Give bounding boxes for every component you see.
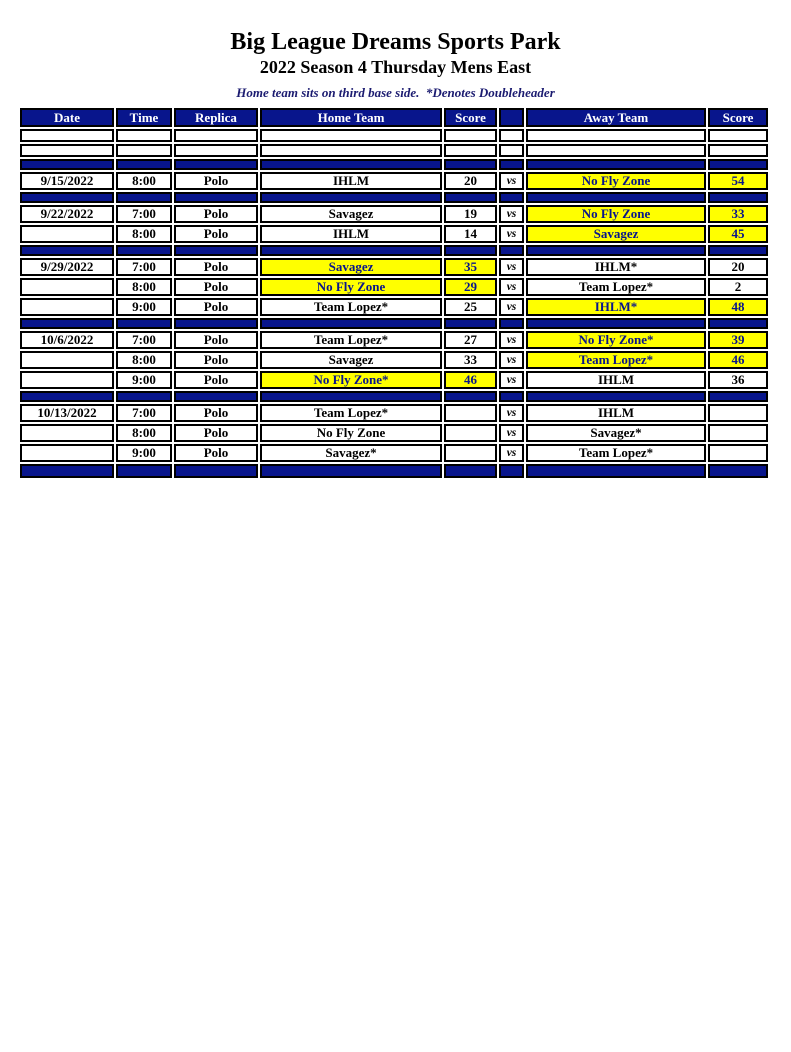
date-cell — [20, 371, 114, 389]
date-cell: 9/29/2022 — [20, 258, 114, 276]
game-row — [20, 444, 768, 462]
away-team-cell: IHLM* — [526, 258, 706, 276]
replica-cell: Polo — [174, 331, 258, 349]
home-team-note: Home team sits on third base side. *Denotes Doubleheader — [236, 85, 555, 100]
separator-cell — [260, 159, 442, 170]
home-team-cell: No Fly Zone* — [260, 371, 442, 389]
header-date: Date — [20, 108, 114, 127]
vs-cell: vs — [499, 331, 524, 349]
away-team-cell: Team Lopez* — [526, 444, 706, 462]
separator-cell — [526, 464, 706, 478]
time-cell: 8:00 — [116, 351, 172, 369]
away-score-cell: 2 — [708, 278, 768, 296]
away-team-cell: Team Lopez* — [526, 351, 706, 369]
separator-cell — [260, 391, 442, 402]
home-score-cell: 19 — [444, 205, 497, 223]
blank-cell — [260, 129, 442, 142]
separator-cell — [260, 464, 442, 478]
separator-cell — [499, 192, 524, 203]
schedule-body — [20, 129, 768, 478]
separator-cell — [708, 245, 768, 256]
game-row — [20, 172, 768, 190]
home-score-cell — [444, 444, 497, 462]
date-cell: 10/13/2022 — [20, 404, 114, 422]
date-cell — [20, 298, 114, 316]
separator-cell — [444, 159, 497, 170]
separator-cell — [526, 245, 706, 256]
separator-cell — [116, 318, 172, 329]
separator-cell — [260, 192, 442, 203]
separator-cell — [174, 159, 258, 170]
away-team-cell: Team Lopez* — [526, 278, 706, 296]
blank-row — [20, 129, 768, 142]
blank-cell — [20, 129, 114, 142]
separator-row — [20, 245, 768, 256]
home-team-cell: Savagez — [260, 258, 442, 276]
separator-cell — [116, 159, 172, 170]
home-team-cell: Savagez* — [260, 444, 442, 462]
schedule-header — [20, 108, 768, 127]
home-score-cell: 20 — [444, 172, 497, 190]
blank-cell — [499, 129, 524, 142]
time-cell: 9:00 — [116, 444, 172, 462]
blank-cell — [444, 144, 497, 157]
replica-cell: Polo — [174, 278, 258, 296]
away-team-cell: IHLM — [526, 404, 706, 422]
separator-cell — [174, 192, 258, 203]
separator-cell — [174, 245, 258, 256]
replica-cell: Polo — [174, 404, 258, 422]
separator-cell — [20, 464, 114, 478]
separator-row — [20, 391, 768, 402]
separator-row — [20, 192, 768, 203]
blank-cell — [260, 144, 442, 157]
date-cell: 9/22/2022 — [20, 205, 114, 223]
separator-cell — [20, 192, 114, 203]
home-score-cell: 29 — [444, 278, 497, 296]
separator-cell — [116, 464, 172, 478]
replica-cell: Polo — [174, 371, 258, 389]
game-row — [20, 225, 768, 243]
schedule-page — [0, 28, 791, 1052]
replica-cell: Polo — [174, 444, 258, 462]
separator-cell — [20, 391, 114, 402]
away-score-cell: 36 — [708, 371, 768, 389]
away-score-cell: 54 — [708, 172, 768, 190]
separator-cell — [116, 391, 172, 402]
date-cell — [20, 225, 114, 243]
away-team-cell: No Fly Zone* — [526, 331, 706, 349]
separator-cell — [526, 318, 706, 329]
blank-cell — [174, 144, 258, 157]
blank-cell — [116, 144, 172, 157]
time-cell: 7:00 — [116, 205, 172, 223]
time-cell: 8:00 — [116, 225, 172, 243]
separator-cell — [444, 192, 497, 203]
date-cell — [20, 351, 114, 369]
header-time: Time — [116, 108, 172, 127]
game-row — [20, 351, 768, 369]
away-team-cell: IHLM* — [526, 298, 706, 316]
away-score-cell: 20 — [708, 258, 768, 276]
home-team-cell: No Fly Zone — [260, 278, 442, 296]
date-cell — [20, 278, 114, 296]
separator-cell — [526, 391, 706, 402]
time-cell: 7:00 — [116, 404, 172, 422]
vs-cell: vs — [499, 444, 524, 462]
home-team-cell: IHLM — [260, 225, 442, 243]
replica-cell: Polo — [174, 298, 258, 316]
away-team-cell: Savagez — [526, 225, 706, 243]
away-team-cell: No Fly Zone — [526, 172, 706, 190]
separator-cell — [116, 245, 172, 256]
blank-cell — [499, 144, 524, 157]
separator-cell — [174, 318, 258, 329]
header-away-score: Score — [708, 108, 768, 127]
home-score-cell: 14 — [444, 225, 497, 243]
home-team-cell: Savagez — [260, 205, 442, 223]
away-score-cell: 45 — [708, 225, 768, 243]
separator-row — [20, 318, 768, 329]
separator-cell — [174, 391, 258, 402]
time-cell: 7:00 — [116, 331, 172, 349]
separator-cell — [499, 318, 524, 329]
blank-cell — [708, 129, 768, 142]
vs-cell: vs — [499, 351, 524, 369]
separator-cell — [526, 159, 706, 170]
replica-cell: Polo — [174, 172, 258, 190]
separator-cell — [708, 192, 768, 203]
game-row — [20, 258, 768, 276]
home-team-cell: Savagez — [260, 351, 442, 369]
separator-row — [20, 159, 768, 170]
home-score-cell — [444, 424, 497, 442]
home-score-cell: 46 — [444, 371, 497, 389]
page-title: Big League Dreams Sports Park — [230, 29, 561, 55]
separator-cell — [526, 192, 706, 203]
game-row — [20, 205, 768, 223]
header-vs-spacer — [499, 108, 524, 127]
away-score-cell — [708, 424, 768, 442]
header-home-team: Home Team — [260, 108, 442, 127]
blank-cell — [116, 129, 172, 142]
replica-cell: Polo — [174, 424, 258, 442]
vs-cell: vs — [499, 225, 524, 243]
separator-cell — [260, 245, 442, 256]
game-row — [20, 404, 768, 422]
home-score-cell: 25 — [444, 298, 497, 316]
home-team-cell: Team Lopez* — [260, 298, 442, 316]
header-away-team: Away Team — [526, 108, 706, 127]
blank-cell — [174, 129, 258, 142]
separator-cell — [499, 159, 524, 170]
game-row — [20, 298, 768, 316]
vs-cell: vs — [499, 258, 524, 276]
blank-cell — [444, 129, 497, 142]
separator-cell — [20, 159, 114, 170]
home-score-cell: 27 — [444, 331, 497, 349]
time-cell: 8:00 — [116, 424, 172, 442]
away-score-cell: 46 — [708, 351, 768, 369]
time-cell: 9:00 — [116, 371, 172, 389]
separator-cell — [444, 318, 497, 329]
away-score-cell — [708, 404, 768, 422]
vs-cell: vs — [499, 278, 524, 296]
date-cell — [20, 424, 114, 442]
away-score-cell: 48 — [708, 298, 768, 316]
home-score-cell — [444, 404, 497, 422]
game-row — [20, 278, 768, 296]
separator-cell — [499, 391, 524, 402]
home-score-cell: 33 — [444, 351, 497, 369]
time-cell: 8:00 — [116, 278, 172, 296]
separator-cell — [708, 464, 768, 478]
header-home-score: Score — [444, 108, 497, 127]
vs-cell: vs — [499, 404, 524, 422]
home-score-cell: 35 — [444, 258, 497, 276]
vs-cell: vs — [499, 298, 524, 316]
separator-cell — [708, 159, 768, 170]
away-team-cell: Savagez* — [526, 424, 706, 442]
away-team-cell: IHLM — [526, 371, 706, 389]
separator-cell — [708, 318, 768, 329]
game-row — [20, 371, 768, 389]
replica-cell: Polo — [174, 205, 258, 223]
separator-cell — [116, 192, 172, 203]
separator-cell — [20, 318, 114, 329]
blank-cell — [526, 144, 706, 157]
date-cell: 10/6/2022 — [20, 331, 114, 349]
time-cell: 7:00 — [116, 258, 172, 276]
home-team-cell: Team Lopez* — [260, 404, 442, 422]
date-cell: 9/15/2022 — [20, 172, 114, 190]
blank-cell — [20, 144, 114, 157]
replica-cell: Polo — [174, 258, 258, 276]
home-team-cell: No Fly Zone — [260, 424, 442, 442]
header-row — [20, 108, 768, 127]
home-team-cell: Team Lopez* — [260, 331, 442, 349]
separator-cell — [444, 245, 497, 256]
separator-cell — [708, 391, 768, 402]
separator-cell — [174, 464, 258, 478]
away-score-cell: 39 — [708, 331, 768, 349]
vs-cell: vs — [499, 424, 524, 442]
separator-cell — [499, 245, 524, 256]
separator-cell — [444, 464, 497, 478]
game-row — [20, 424, 768, 442]
blank-cell — [526, 129, 706, 142]
replica-cell: Polo — [174, 225, 258, 243]
header-replica: Replica — [174, 108, 258, 127]
time-cell: 9:00 — [116, 298, 172, 316]
blank-cell — [708, 144, 768, 157]
away-team-cell: No Fly Zone — [526, 205, 706, 223]
separator-cell — [20, 245, 114, 256]
vs-cell: vs — [499, 371, 524, 389]
separator-row — [20, 464, 768, 478]
game-row — [20, 331, 768, 349]
time-cell: 8:00 — [116, 172, 172, 190]
schedule-table — [18, 106, 770, 480]
separator-cell — [260, 318, 442, 329]
separator-cell — [499, 464, 524, 478]
away-score-cell: 33 — [708, 205, 768, 223]
vs-cell: vs — [499, 205, 524, 223]
vs-cell: vs — [499, 172, 524, 190]
away-score-cell — [708, 444, 768, 462]
date-cell — [20, 444, 114, 462]
separator-cell — [444, 391, 497, 402]
home-team-cell: IHLM — [260, 172, 442, 190]
blank-row — [20, 144, 768, 157]
replica-cell: Polo — [174, 351, 258, 369]
page-subtitle: 2022 Season 4 Thursday Mens East — [259, 57, 532, 77]
